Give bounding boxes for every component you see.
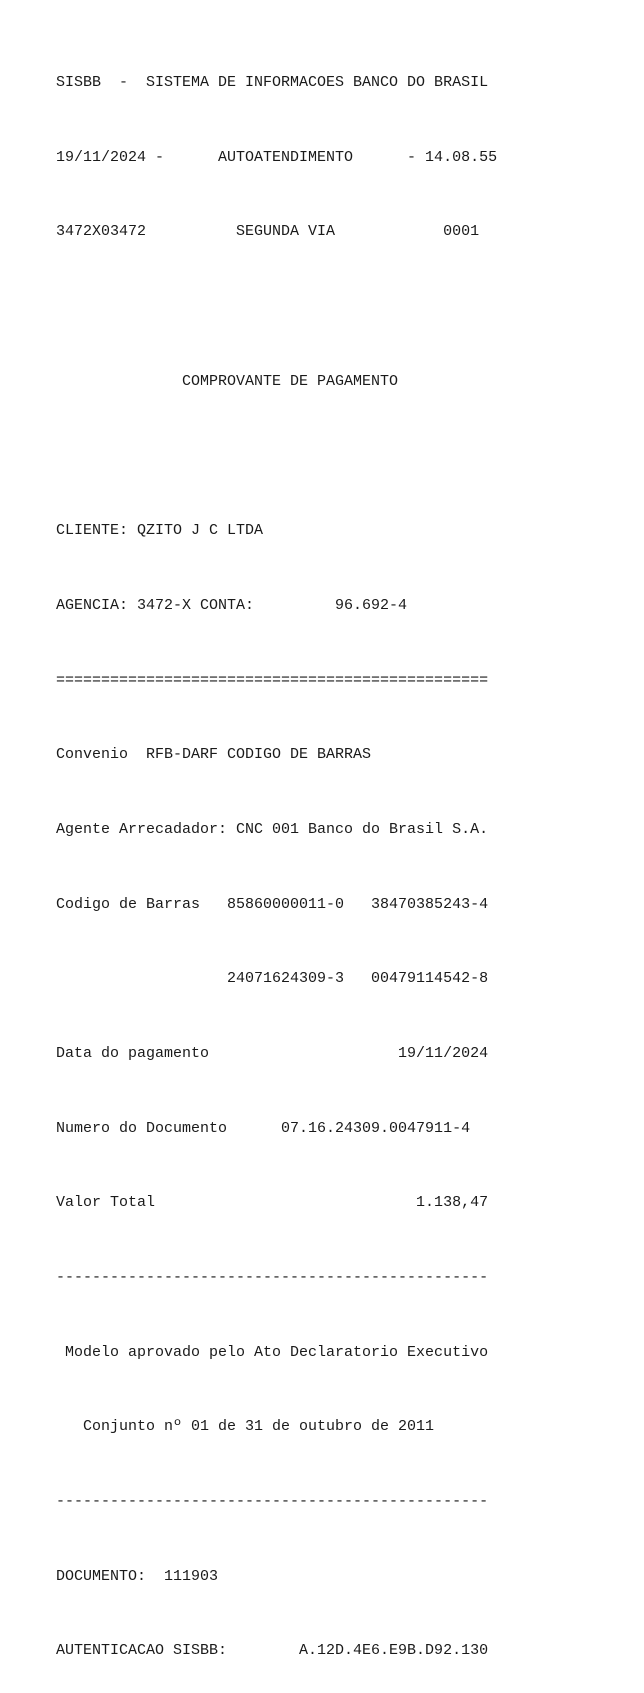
barcode-line-1: Codigo de Barras 85860000011-0 38470385243-4 [56, 895, 489, 913]
bank-system-header: SISBB - SISTEMA DE INFORMACOES BANCO DO BRASIL [56, 74, 489, 91]
blank-line [56, 445, 596, 467]
client-line: CLIENTE: QZITO J C LTDA [56, 522, 264, 540]
document-number-line: Numero do Documento 07.16.24309.0047911-4 [56, 1119, 471, 1137]
agreement-line: Convenio RFB-DARF CODIGO DE BARRAS [56, 746, 372, 764]
payment-date-line: Data do pagamento 19/11/2024 [56, 1044, 489, 1062]
terminal-copy-line: 3472X03472 SEGUNDA VIA 0001 [56, 223, 480, 241]
document-id-line: DOCUMENTO: 111903 [56, 1567, 219, 1585]
dash-separator: ------------------------------------------------ [56, 1269, 489, 1286]
payment-receipt [56, 28, 596, 1693]
double-separator: ================================================ [56, 671, 489, 689]
agency-account-line: AGENCIA: 3472-X CONTA: 96.692-4 [56, 596, 408, 614]
receipt-title: COMPROVANTE DE PAGAMENTO [56, 372, 399, 390]
authentication-line: AUTENTICACAO SISBB: A.12D.4E6.E9B.D92.130 [56, 1642, 489, 1660]
barcode-line-2: 24071624309-3 00479114542-8 [56, 970, 489, 988]
date-service-time-line: 19/11/2024 - AUTOATENDIMENTO - 14.08.55 [56, 148, 498, 166]
blank-line [56, 296, 596, 318]
approved-model-line: Modelo aprovado pelo Ato Declaratorio Executivo [56, 1343, 489, 1361]
dash-separator: ------------------------------------------------ [56, 1493, 489, 1511]
collecting-agent-line: Agente Arrecadador: CNC 001 Banco do Brasil S.A. [56, 820, 489, 838]
total-value-line: Valor Total 1.138,47 [56, 1194, 489, 1212]
act-reference-line: Conjunto nº 01 de 31 de outubro de 2011 [56, 1418, 435, 1436]
